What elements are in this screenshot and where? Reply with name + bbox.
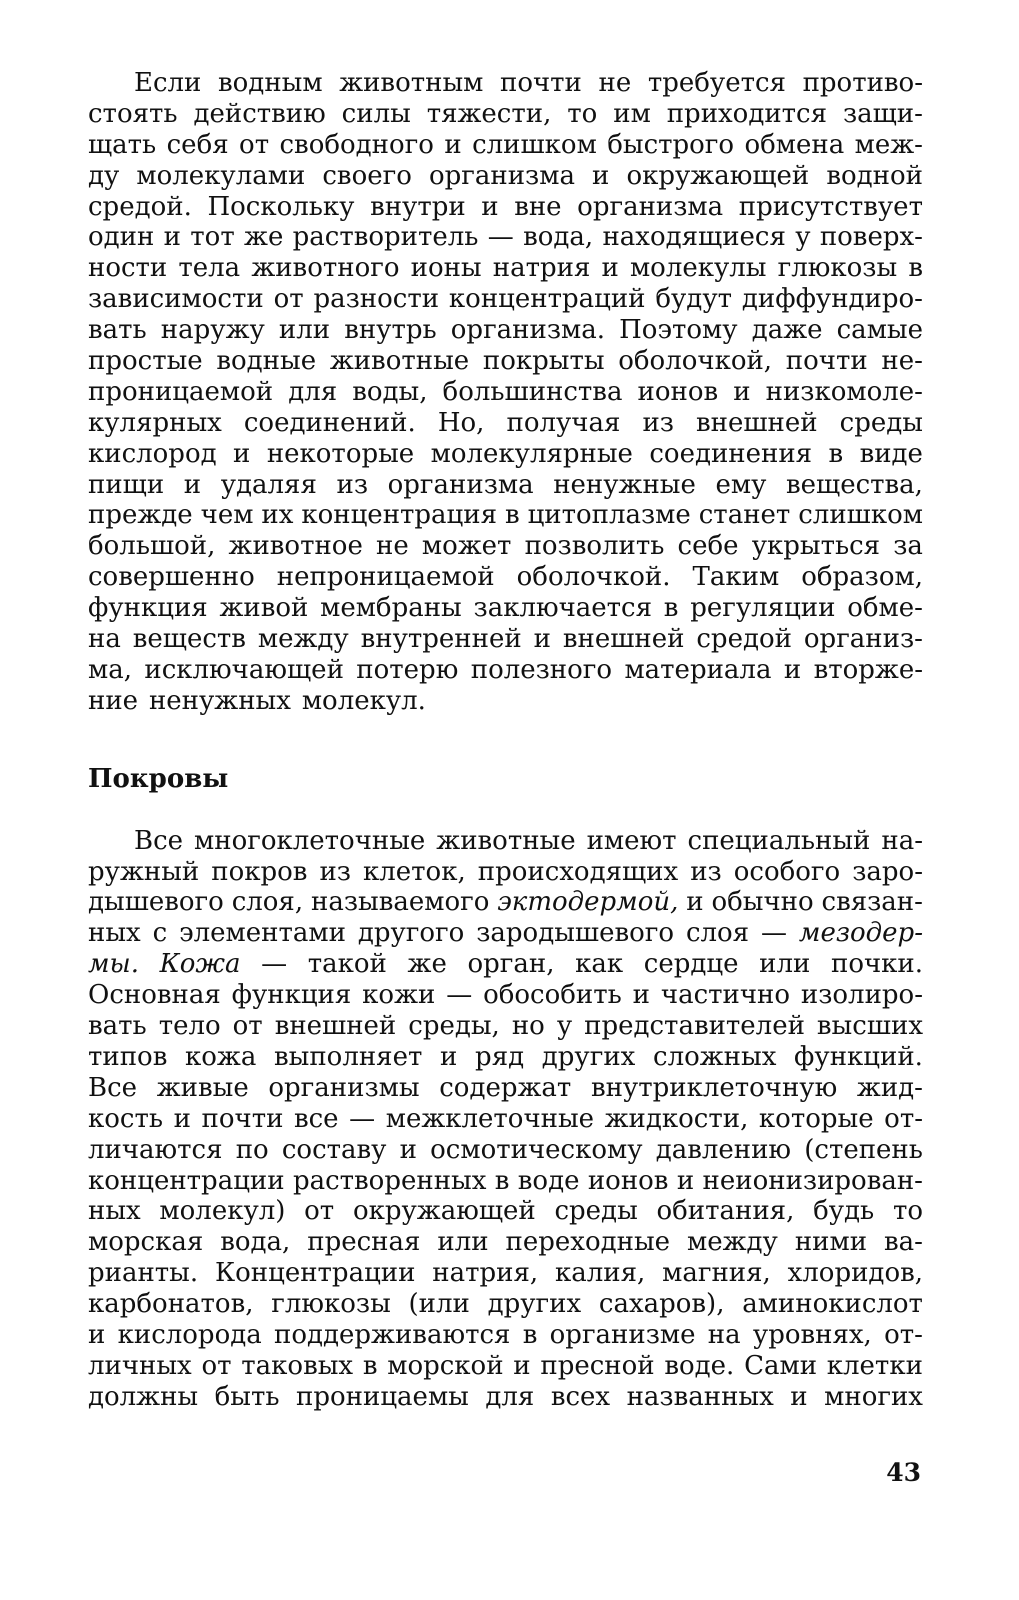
text-line: один и тот же растворитель — вода, находящиеся у поверх- — [88, 222, 923, 253]
text-line: ных с элементами другого зародышевого слоя — мезодер- — [88, 918, 923, 949]
page-number: 43 — [886, 1458, 921, 1487]
text-line: проницаемой для воды, большинства ионов и низкомоле- — [88, 376, 923, 407]
text-line: Если водным животным почти не требуется противо- — [134, 68, 923, 98]
text-line: ных молекул) от окружающей среды обитания, будь то — [88, 1196, 923, 1227]
page-content — [88, 68, 923, 1413]
text-line: простые водные животные покрыты оболочкой, почти не- — [88, 346, 923, 377]
text-line: ности тела животного ионы натрия и молекулы глюкозы в — [88, 253, 923, 284]
text-line: большой, животное не может позволить себе укрыться за — [88, 531, 923, 562]
text-line: кислород и некоторые молекулярные соединения в виде — [88, 438, 923, 469]
text-line: мы. Кожа — такой же орган, как сердце или почки. — [88, 949, 923, 980]
text-line: дышевого слоя, называемого эктодермой, и обычно связан- — [88, 887, 923, 918]
text-line: прежде чем их концентрация в цитоплазме станет слишком — [88, 500, 923, 531]
text-line: ние ненужных молекул. — [88, 685, 426, 716]
text-line: типов кожа выполняет и ряд других сложных функций. — [88, 1041, 923, 1072]
text-line: совершенно непроницаемой оболочкой. Таким образом, — [88, 562, 923, 593]
text-line: на веществ между внутренней и внешней средой организ- — [88, 624, 923, 655]
text-line: функция живой мембраны заключается в регуляции обме- — [88, 593, 923, 624]
text-line: Основная функция кожи — обособить и частично изолиро- — [88, 980, 923, 1011]
text-line: должны быть проницаемы для всех названных и многих — [88, 1381, 923, 1412]
text-line: Все многоклеточные животные имеют специальный на- — [134, 825, 923, 856]
text-line: и кислорода поддерживаются в организме на уровнях, от- — [88, 1319, 923, 1350]
text-line: личных от таковых в морской и пресной воде. Сами клетки — [88, 1350, 923, 1381]
text-line: ружный покров из клеток, происходящих из особого заро- — [88, 856, 923, 887]
text-line: вать тело от внешней среды, но у представителей высших — [88, 1011, 923, 1042]
text-line: пищи и удаляя из организма ненужные ему вещества, — [88, 469, 923, 500]
text-line: морская вода, пресная или переходные между ними ва- — [88, 1227, 923, 1258]
text-line: Все живые организмы содержат внутриклеточную жид- — [88, 1072, 923, 1103]
text-line: стоять действию силы тяжести, то им приходится защи- — [88, 98, 923, 129]
paragraph-1 — [88, 68, 923, 717]
text-line: зависимости от разности концентраций будут диффундиро- — [88, 284, 923, 315]
text-line: рианты. Концентрации натрия, калия, магния, хлоридов, — [88, 1258, 923, 1289]
section-heading: Покровы — [88, 763, 229, 794]
text-line: кость и почти все — межклеточные жидкости, которые от- — [88, 1103, 923, 1134]
text-line: кулярных соединений. Но, получая из внешней среды — [88, 407, 923, 438]
text-line: ду молекулами своего организма и окружающей водной — [88, 160, 923, 191]
text-line: ма, исключающей потерю полезного материала и вторже- — [88, 654, 923, 685]
text-line: карбонатов, глюкозы (или других сахаров), аминокислот — [88, 1289, 923, 1320]
paragraph-2 — [88, 826, 923, 1413]
text-line: личаются по составу и осмотическому давлению (степень — [88, 1134, 923, 1165]
text-line: концентрации растворенных в воде ионов и неионизирован- — [88, 1165, 923, 1196]
text-line: вать наружу или внутрь организма. Поэтому даже самые — [88, 315, 923, 346]
text-line: средой. Поскольку внутри и вне организма присутствует — [88, 191, 923, 222]
text-line: щать себя от свободного и слишком быстрого обмена меж- — [88, 129, 923, 160]
